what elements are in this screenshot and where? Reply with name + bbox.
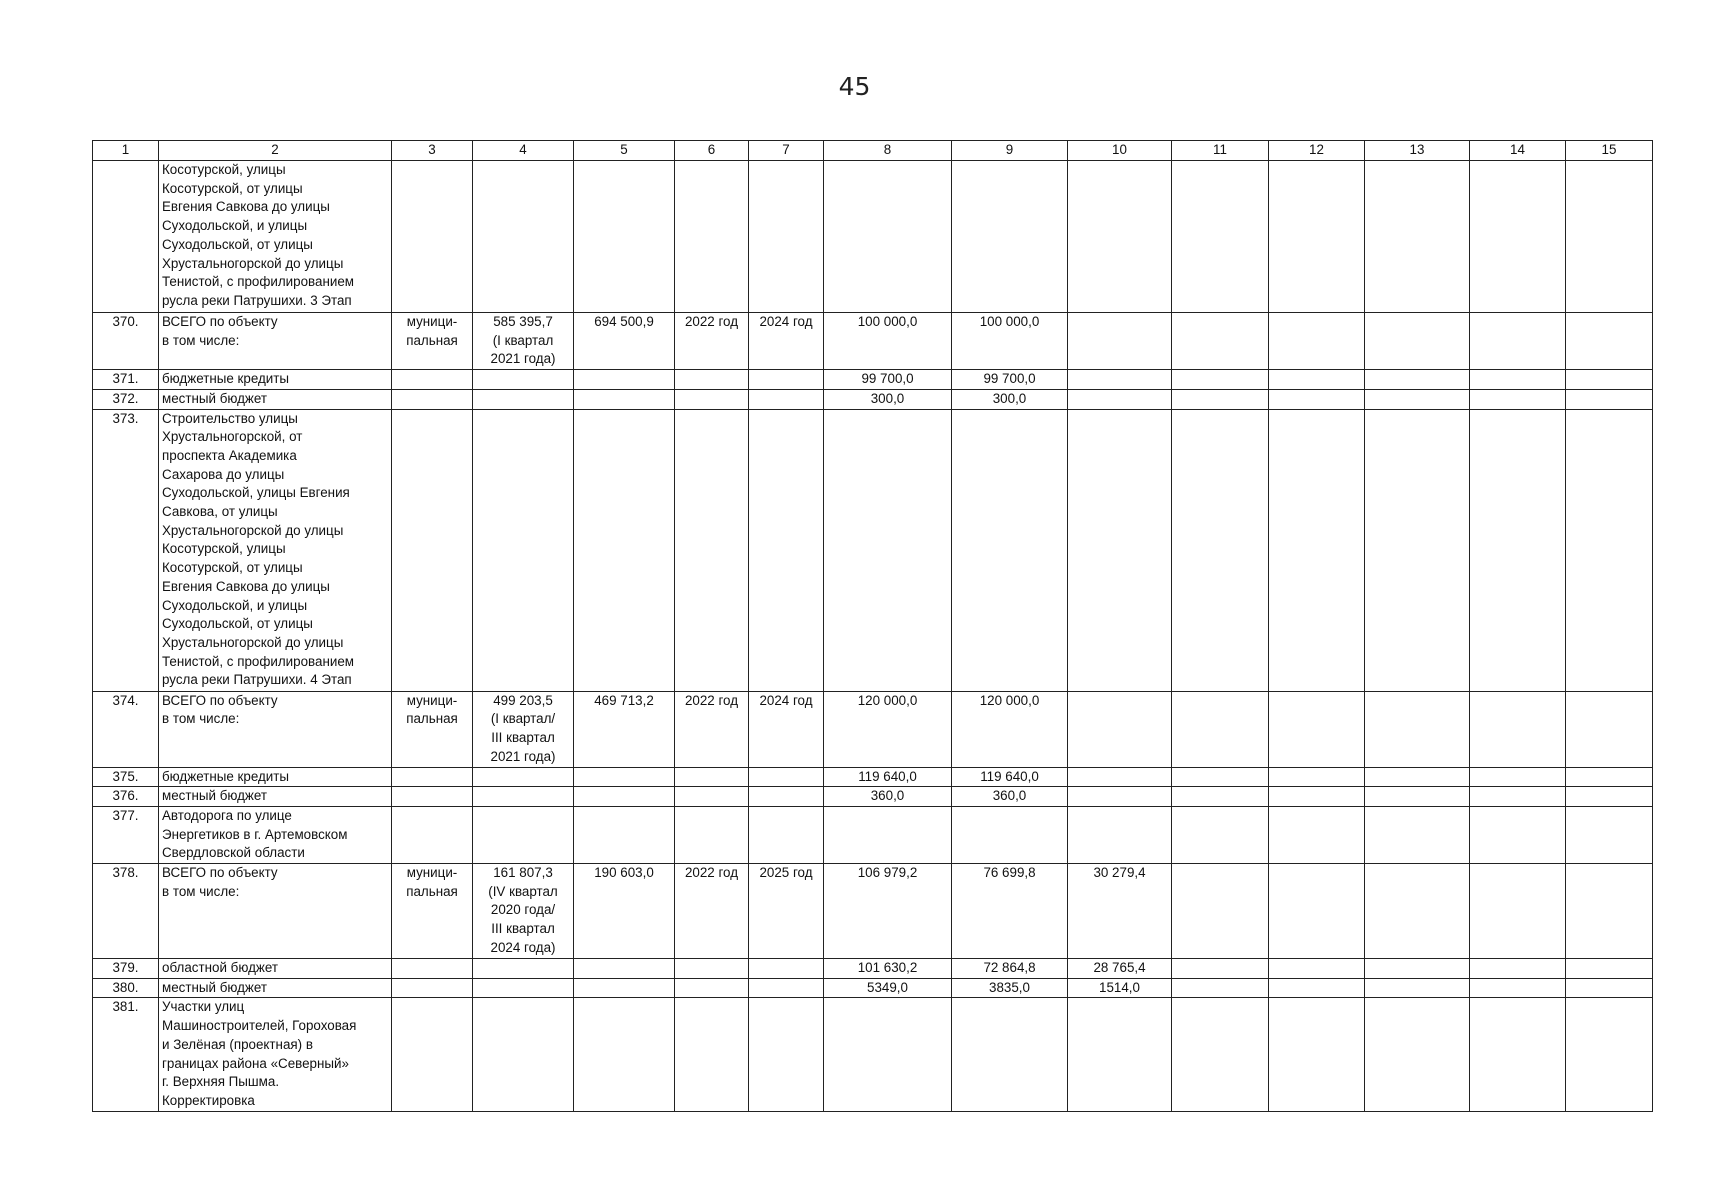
cost-cell: 585 395,7 (I квартал 2021 года) [473, 313, 574, 370]
cell [473, 389, 574, 409]
ownership-cell: муници- пальная [392, 864, 473, 959]
cell [1269, 691, 1365, 767]
cell [473, 806, 574, 863]
cell [392, 978, 473, 998]
budget-source: бюджетные кредиты [159, 370, 392, 390]
cell [1365, 864, 1470, 959]
start-year-cell: 2022 год [675, 313, 749, 370]
cell [392, 959, 473, 979]
header-cell: 8 [824, 141, 952, 161]
cell [675, 959, 749, 979]
cell [1566, 389, 1653, 409]
budget-source: местный бюджет [159, 978, 392, 998]
cell [1470, 806, 1566, 863]
cell [675, 998, 749, 1112]
cell [824, 409, 952, 691]
cell [1269, 409, 1365, 691]
header-cell: 2 [159, 141, 392, 161]
cell [473, 409, 574, 691]
end-year-cell: 2025 год [749, 864, 824, 959]
cell [1172, 313, 1269, 370]
amount-cell: 119 640,0 [952, 767, 1068, 787]
amount-cell: 119 640,0 [824, 767, 952, 787]
amount-cell: 360,0 [952, 787, 1068, 807]
cell [1068, 161, 1172, 313]
table-row [93, 864, 1653, 959]
amount-cell: 28 765,4 [1068, 959, 1172, 979]
cell [574, 370, 675, 390]
table-row [93, 409, 1653, 691]
cell [675, 767, 749, 787]
amount-cell: 3835,0 [952, 978, 1068, 998]
cell [952, 409, 1068, 691]
header-cell: 1 [93, 141, 159, 161]
cell [574, 161, 675, 313]
cell [1172, 389, 1269, 409]
start-year-cell: 2022 год [675, 691, 749, 767]
table-row [93, 767, 1653, 787]
table-row [93, 313, 1653, 370]
cell [1269, 370, 1365, 390]
amount-cell: 100 000,0 [824, 313, 952, 370]
table-row [93, 978, 1653, 998]
object-name: Косотурской, улицы Косотурской, от улицы Евгения Савкова до улицы Суходольской, и улицы Суходольской, от улицы Хрустальногорской до улицы Тенистой, с профилированием русла реки Патрушихи. 3 Этап [159, 161, 392, 313]
cell [1566, 767, 1653, 787]
cell [824, 998, 952, 1112]
cell [473, 767, 574, 787]
object-name: ВСЕГО по объекту в том числе: [159, 864, 392, 959]
cell [749, 806, 824, 863]
amount-cell: 120 000,0 [824, 691, 952, 767]
cell [1172, 978, 1269, 998]
cell [1566, 370, 1653, 390]
cost-cell: 190 603,0 [574, 864, 675, 959]
cell [1172, 806, 1269, 863]
object-name: Строительство улицы Хрустальногорской, от проспекта Академика Сахарова до улицы Суходольской, улицы Евгения Савкова, от улицы Хрустальногорской до улицы Косотурской, улицы Косотурской, от улицы Евгения Савкова до улицы Суходольской, и улицы Суходольской, от улицы Хрустальногорской до улицы Тенистой, с профилированием русла реки Патрушихи. 4 Этап [159, 409, 392, 691]
cell [1470, 767, 1566, 787]
cell [952, 806, 1068, 863]
cell [1269, 806, 1365, 863]
row-number [93, 161, 159, 313]
row-number: 371. [93, 370, 159, 390]
cell [1172, 691, 1269, 767]
amount-cell: 99 700,0 [952, 370, 1068, 390]
amount-cell: 101 630,2 [824, 959, 952, 979]
cell [392, 767, 473, 787]
amount-cell: 300,0 [824, 389, 952, 409]
cell [824, 806, 952, 863]
header-cell: 14 [1470, 141, 1566, 161]
cell [473, 998, 574, 1112]
cell [1269, 313, 1365, 370]
table-row [93, 998, 1653, 1112]
cell [1566, 161, 1653, 313]
row-number: 370. [93, 313, 159, 370]
cell [392, 806, 473, 863]
budget-source: местный бюджет [159, 787, 392, 807]
cell [473, 978, 574, 998]
cell [749, 959, 824, 979]
page-number: 45 [838, 72, 871, 101]
data-table [92, 140, 1653, 1112]
cost-cell: 694 500,9 [574, 313, 675, 370]
row-number: 377. [93, 806, 159, 863]
row-number: 375. [93, 767, 159, 787]
cell [1365, 409, 1470, 691]
cell [1068, 409, 1172, 691]
cell [1269, 161, 1365, 313]
cell [1470, 313, 1566, 370]
header-cell: 11 [1172, 141, 1269, 161]
cell [1068, 998, 1172, 1112]
cell [1365, 691, 1470, 767]
object-name: Участки улиц Машиностроителей, Гороховая и Зелёная (проектная) в границах района «Северный» г. Верхняя Пышма. Корректировка [159, 998, 392, 1112]
cell [1365, 389, 1470, 409]
cell [1269, 864, 1365, 959]
cell [1470, 864, 1566, 959]
cell [392, 389, 473, 409]
ownership-cell: муници- пальная [392, 313, 473, 370]
cell [392, 787, 473, 807]
amount-cell [1068, 767, 1172, 787]
cost-cell: 161 807,3 (IV квартал 2020 года/ III квартал 2024 года) [473, 864, 574, 959]
cell [1470, 978, 1566, 998]
ownership-cell: муници- пальная [392, 691, 473, 767]
header-row [93, 141, 1653, 161]
row-number: 380. [93, 978, 159, 998]
cell [1566, 998, 1653, 1112]
cell [574, 978, 675, 998]
header-cell: 4 [473, 141, 574, 161]
cell [824, 161, 952, 313]
table-header [93, 141, 1653, 161]
amount-cell: 5349,0 [824, 978, 952, 998]
amount-cell: 360,0 [824, 787, 952, 807]
cell [1172, 767, 1269, 787]
amount-cell [1068, 787, 1172, 807]
table-body [93, 161, 1653, 1112]
header-cell: 7 [749, 141, 824, 161]
cell [1470, 161, 1566, 313]
amount-cell: 100 000,0 [952, 313, 1068, 370]
amount-cell: 99 700,0 [824, 370, 952, 390]
header-cell: 9 [952, 141, 1068, 161]
cell [675, 370, 749, 390]
cell [392, 370, 473, 390]
amount-cell: 1514,0 [1068, 978, 1172, 998]
header-cell: 5 [574, 141, 675, 161]
cell [574, 787, 675, 807]
cell [1269, 389, 1365, 409]
cell [675, 806, 749, 863]
cell [574, 767, 675, 787]
cell [473, 787, 574, 807]
cell [1269, 959, 1365, 979]
table-row [93, 389, 1653, 409]
budget-source: местный бюджет [159, 389, 392, 409]
cell [1172, 959, 1269, 979]
cell [749, 161, 824, 313]
header-cell: 13 [1365, 141, 1470, 161]
amount-cell [1068, 389, 1172, 409]
cell [392, 409, 473, 691]
row-number: 374. [93, 691, 159, 767]
amount-cell [1068, 313, 1172, 370]
amount-cell: 30 279,4 [1068, 864, 1172, 959]
cell [1269, 978, 1365, 998]
cell [1470, 959, 1566, 979]
cell [952, 998, 1068, 1112]
cell [1068, 806, 1172, 863]
cell [1566, 409, 1653, 691]
header-cell: 3 [392, 141, 473, 161]
cell [1172, 998, 1269, 1112]
end-year-cell: 2024 год [749, 313, 824, 370]
cell [1172, 370, 1269, 390]
cell [1269, 787, 1365, 807]
cell [749, 787, 824, 807]
cell [749, 409, 824, 691]
cell [1365, 767, 1470, 787]
cell [1365, 787, 1470, 807]
cell [675, 161, 749, 313]
header-cell: 10 [1068, 141, 1172, 161]
cell [1172, 864, 1269, 959]
row-number: 372. [93, 389, 159, 409]
start-year-cell: 2022 год [675, 864, 749, 959]
cell [1566, 691, 1653, 767]
amount-cell [1068, 370, 1172, 390]
cell [1470, 409, 1566, 691]
end-year-cell: 2024 год [749, 691, 824, 767]
cell [749, 370, 824, 390]
cell [1365, 806, 1470, 863]
cell [675, 409, 749, 691]
cell [473, 161, 574, 313]
cell [1566, 313, 1653, 370]
cell [1365, 978, 1470, 998]
cell [574, 389, 675, 409]
cell [1365, 959, 1470, 979]
cell [1470, 389, 1566, 409]
cell [749, 978, 824, 998]
object-name: ВСЕГО по объекту в том числе: [159, 691, 392, 767]
cell [574, 998, 675, 1112]
table-row [93, 806, 1653, 863]
object-name: ВСЕГО по объекту в том числе: [159, 313, 392, 370]
amount-cell: 300,0 [952, 389, 1068, 409]
cell [1566, 864, 1653, 959]
amount-cell: 76 699,8 [952, 864, 1068, 959]
cell [1470, 370, 1566, 390]
cell [1365, 998, 1470, 1112]
cell [952, 161, 1068, 313]
row-number: 379. [93, 959, 159, 979]
cell [1365, 370, 1470, 390]
header-cell: 6 [675, 141, 749, 161]
table-row [93, 691, 1653, 767]
cell [749, 998, 824, 1112]
cell [1566, 959, 1653, 979]
cell [1566, 787, 1653, 807]
amount-cell [1068, 691, 1172, 767]
cell [473, 370, 574, 390]
header-cell: 15 [1566, 141, 1653, 161]
cell [1269, 998, 1365, 1112]
row-number: 373. [93, 409, 159, 691]
cell [574, 806, 675, 863]
cell [1566, 978, 1653, 998]
cell [574, 409, 675, 691]
header-cell: 12 [1269, 141, 1365, 161]
cell [749, 767, 824, 787]
object-name: Автодорога по улице Энергетиков в г. Артемовском Свердловской области [159, 806, 392, 863]
cell [1470, 998, 1566, 1112]
cell [749, 389, 824, 409]
budget-source: областной бюджет [159, 959, 392, 979]
cell [392, 998, 473, 1112]
cell [392, 161, 473, 313]
cell [675, 787, 749, 807]
cell [1566, 806, 1653, 863]
cell [1172, 409, 1269, 691]
cell [1365, 313, 1470, 370]
row-number: 376. [93, 787, 159, 807]
cell [1470, 787, 1566, 807]
table-row [93, 787, 1653, 807]
amount-cell: 72 864,8 [952, 959, 1068, 979]
cell [1172, 161, 1269, 313]
row-number: 378. [93, 864, 159, 959]
cell [675, 389, 749, 409]
table-row [93, 370, 1653, 390]
amount-cell: 120 000,0 [952, 691, 1068, 767]
cell [1470, 691, 1566, 767]
cell [1365, 161, 1470, 313]
cell [1269, 767, 1365, 787]
amount-cell: 106 979,2 [824, 864, 952, 959]
table-row [93, 959, 1653, 979]
cost-cell: 469 713,2 [574, 691, 675, 767]
cell [473, 959, 574, 979]
budget-source: бюджетные кредиты [159, 767, 392, 787]
row-number: 381. [93, 998, 159, 1112]
cell [675, 978, 749, 998]
cell [1172, 787, 1269, 807]
table-row [93, 161, 1653, 313]
cell [574, 959, 675, 979]
cost-cell: 499 203,5 (I квартал/ III квартал 2021 года) [473, 691, 574, 767]
